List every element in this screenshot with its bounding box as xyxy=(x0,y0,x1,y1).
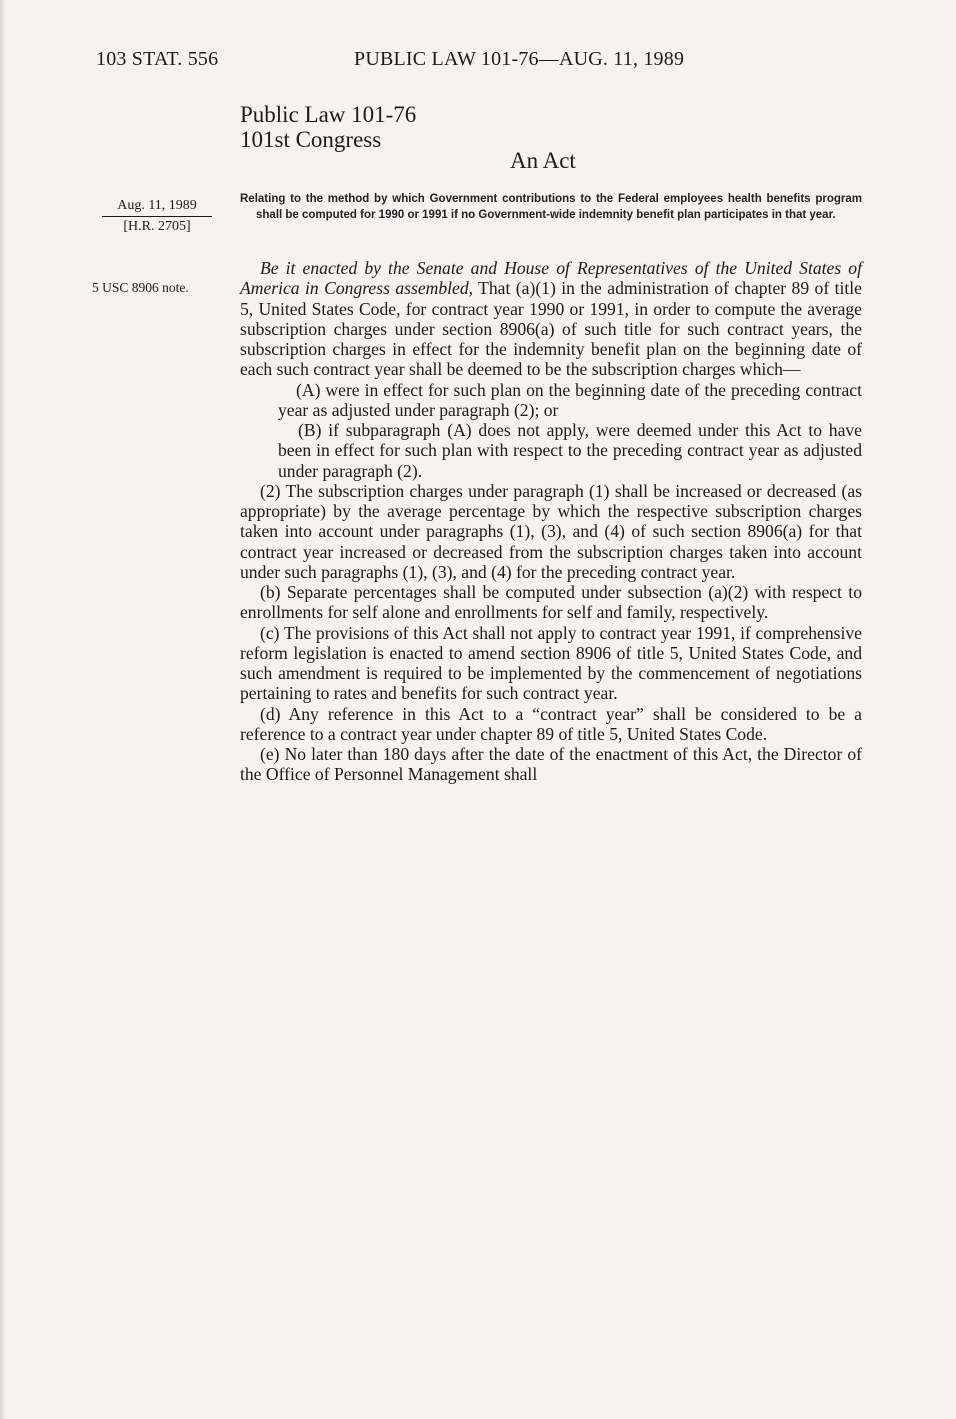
act-summary xyxy=(240,191,862,223)
section-e: (e) No later than 180 days after the date of the enactment of this Act, the Director of the Office of Personnel Management shall xyxy=(240,744,862,785)
law-title-block xyxy=(240,102,416,152)
section-d: (d) Any reference in this Act to a “contract year” shall be considered to be a reference to a contract year under chapter 89 of title 5, United States Code. xyxy=(240,703,862,744)
summary-text: Relating to the method by which Government contributions to the Federal employees health benefits program shall be computed for 1990 or 1991 if no Government-wide indemnity benefit plan participates in that year. xyxy=(240,193,862,221)
subparagraph-a: (A) were in effect for such plan on the beginning date of the preceding contract year as adjusted under paragraph (2); or xyxy=(278,379,862,420)
section-a2: (2) The subscription charges under paragraph (1) shall be increased or decreased (as appropriate) by the average percentage by which the respective subscription charges taken into account under paragraphs (1), (3), and (4) of such section 8906(a) for that contract year increased or decreased from the subscription charges taken into account under such paragraphs (1), (3), and (4) for the preceding contract year. xyxy=(240,480,862,582)
section-b: (b) Separate percentages shall be computed under subsection (a)(2) with respect to enrollments for self alone and enrollments for self and family, respectively. xyxy=(240,582,862,623)
section-c: (c) The provisions of this Act shall not apply to contract year 1991, if comprehensive reform legislation is enacted to amend section 8906 of title 5, United States Code, and such amendment is required to be implemented by the commencement of negotiations pertaining to rates and benefits for such contract year. xyxy=(240,622,862,704)
act-heading: An Act xyxy=(510,148,576,173)
usc-margin-note: 5 USC 8906 note. xyxy=(92,280,189,295)
section-a1 xyxy=(240,258,862,380)
enacting-clause: Be it enacted by the Senate and House of Representatives of the United States of America in Congress assembled, xyxy=(240,258,862,299)
public-law-number: Public Law 101-76 xyxy=(240,102,417,127)
bill-number: [H.R. 2705] xyxy=(123,219,191,234)
running-head: PUBLIC LAW 101-76—AUG. 11, 1989 xyxy=(354,48,685,70)
page-edge xyxy=(0,0,6,1419)
act-body xyxy=(240,258,862,785)
stat-page-number: 103 STAT. 556 xyxy=(96,48,219,70)
margin-date-block xyxy=(102,197,212,236)
congress-number: 101st Congress xyxy=(240,127,382,152)
section-a1-text: That (a)(1) in the administration of chapter 89 of title 5, United States Code, for contract year 1990 or 1991, in order to compute the average subscription charges under section 8906(a) of such title for such contract years, the subscription charges in effect for the indemnity benefit plan on the beginning date of each such contract year shall be deemed to be the subscription charges which— xyxy=(240,278,862,380)
enactment-date: Aug. 11, 1989 xyxy=(102,197,212,217)
subparagraph-b: (B) if subparagraph (A) does not apply, were deemed under this Act to have been in effect for such plan with respect to the preceding contract year as adjusted under paragraph (2). xyxy=(278,420,862,481)
